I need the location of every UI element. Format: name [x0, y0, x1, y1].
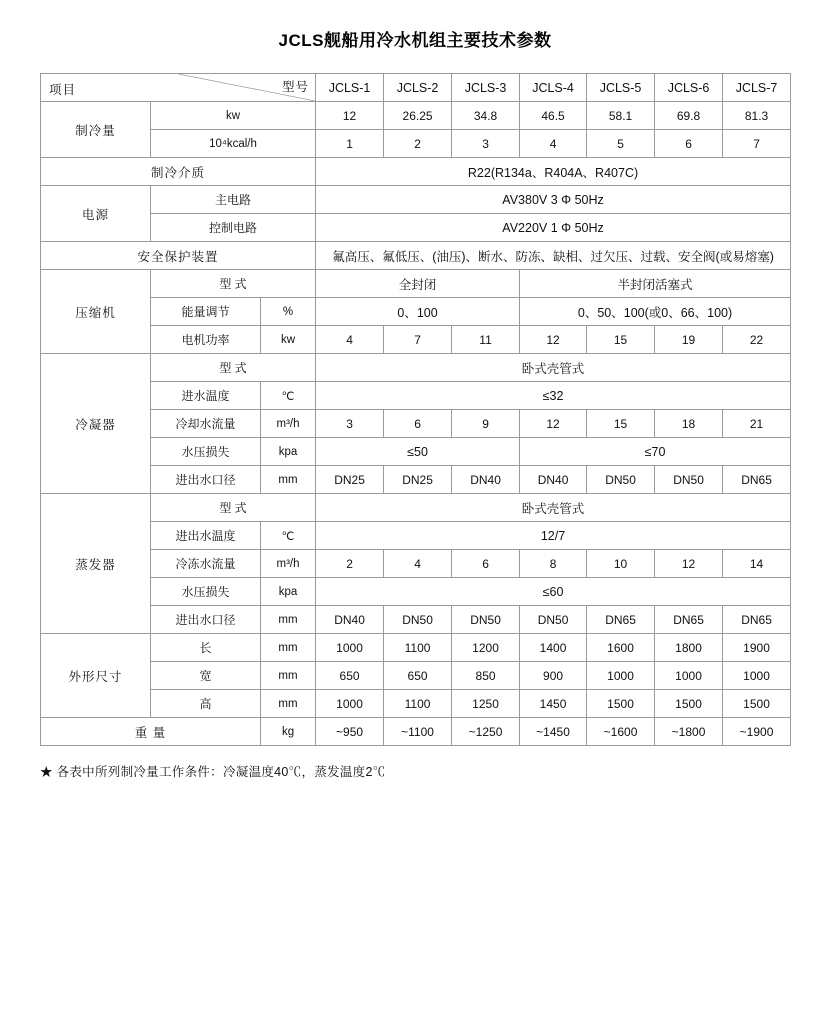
table-row: [41, 410, 791, 438]
cell-motor-power-5: 15: [587, 326, 655, 354]
cell-motor-power-1: 4: [316, 326, 384, 354]
group-label-safety: 安全保护装置: [41, 242, 316, 270]
cell-condenser-pipe-6: DN50: [655, 466, 723, 494]
cell-width-1: 650: [316, 662, 384, 690]
table-row: [41, 466, 791, 494]
cell-main-circuit-value: AV380V 3 Φ 50Hz: [316, 186, 791, 214]
cell-compressor-type-b: 半封闭活塞式: [520, 270, 791, 298]
cell-capacity-control-a: 0、100: [316, 298, 520, 326]
cell-evaporator-pipe-2: DN50: [384, 606, 452, 634]
cell-length-2: 1100: [384, 634, 452, 662]
cell-evaporator-pressure-loss: ≤60: [316, 578, 791, 606]
table-row: [41, 494, 791, 522]
unit-evaporator-water-temp: ℃: [261, 522, 316, 550]
model-header-6: JCLS-6: [655, 74, 723, 102]
unit-chilled-water-flow: m³/h: [261, 550, 316, 578]
cell-cooling-water-flow-7: 21: [723, 410, 791, 438]
row-label-chilled-water-flow: 冷冻水流量: [151, 550, 261, 578]
cell-cooling-kw-6: 69.8: [655, 102, 723, 130]
row-label-capacity-control: 能量调节: [151, 298, 261, 326]
cell-condenser-type: 卧式壳管式: [316, 354, 791, 382]
row-label-condenser-type: 型 式: [151, 354, 316, 382]
cell-condenser-pipe-2: DN25: [384, 466, 452, 494]
page-title: JCLS舰船用冷水机组主要技术参数: [278, 31, 552, 50]
model-header-7: JCLS-7: [723, 74, 791, 102]
cell-weight-2: ~1100: [384, 718, 452, 746]
cell-chilled-water-flow-4: 8: [520, 550, 587, 578]
cell-motor-power-3: 11: [452, 326, 520, 354]
cell-cooling-water-flow-3: 9: [452, 410, 520, 438]
table-row: [41, 438, 791, 466]
cell-height-4: 1450: [520, 690, 587, 718]
cell-cooling-water-flow-1: 3: [316, 410, 384, 438]
cell-chilled-water-flow-6: 12: [655, 550, 723, 578]
unit-weight: kg: [261, 718, 316, 746]
cell-cooling-water-flow-4: 12: [520, 410, 587, 438]
cell-width-7: 1000: [723, 662, 791, 690]
cell-height-3: 1250: [452, 690, 520, 718]
model-header-2: JCLS-2: [384, 74, 452, 102]
cell-weight-7: ~1900: [723, 718, 791, 746]
table-row: [41, 158, 791, 186]
cell-chilled-water-flow-2: 4: [384, 550, 452, 578]
cell-motor-power-4: 12: [520, 326, 587, 354]
cell-compressor-type-a: 全封闭: [316, 270, 520, 298]
cell-cooling-kw-5: 58.1: [587, 102, 655, 130]
cell-height-2: 1100: [384, 690, 452, 718]
cell-evaporator-pipe-6: DN65: [655, 606, 723, 634]
model-header-4: JCLS-4: [520, 74, 587, 102]
table-row: [41, 634, 791, 662]
cell-weight-3: ~1250: [452, 718, 520, 746]
cell-cooling-kcal-6: 6: [655, 130, 723, 158]
cell-cooling-kcal-5: 5: [587, 130, 655, 158]
table-row: [41, 270, 791, 298]
table-row: [41, 718, 791, 746]
corner-cell: [41, 74, 316, 102]
unit-evaporator-pressure-loss: kpa: [261, 578, 316, 606]
cell-width-6: 1000: [655, 662, 723, 690]
cell-condenser-pipe-5: DN50: [587, 466, 655, 494]
table-row: [41, 214, 791, 242]
group-label-weight: 重 量: [41, 718, 261, 746]
cell-cooling-water-flow-5: 15: [587, 410, 655, 438]
cell-chilled-water-flow-1: 2: [316, 550, 384, 578]
cell-safety-value: 氟高压、氟低压、(油压)、断水、防冻、缺相、过欠压、过载、安全阀(或易熔塞): [316, 242, 791, 270]
row-label-condenser-pipe-diameter: 进出水口径: [151, 466, 261, 494]
cell-chilled-water-flow-5: 10: [587, 550, 655, 578]
table-row: [41, 354, 791, 382]
row-label-compressor-type: 型 式: [151, 270, 316, 298]
diagonal-line-icon: [41, 74, 315, 101]
table-row: [41, 326, 791, 354]
row-label-control-circuit: 控制电路: [151, 214, 316, 242]
cell-chilled-water-flow-7: 14: [723, 550, 791, 578]
unit-cooling-water-flow: m³/h: [261, 410, 316, 438]
cell-cooling-kw-3: 34.8: [452, 102, 520, 130]
cell-condenser-pipe-3: DN40: [452, 466, 520, 494]
row-label-evaporator-water-temp: 进出水温度: [151, 522, 261, 550]
cell-cooling-kcal-1: 1: [316, 130, 384, 158]
group-label-cooling-capacity: 制冷量: [41, 102, 151, 158]
unit-condenser-inlet-temp: ℃: [261, 382, 316, 410]
cell-width-4: 900: [520, 662, 587, 690]
corner-row-label: 项目: [49, 83, 77, 97]
table-row: [41, 186, 791, 214]
cell-cooling-water-flow-6: 18: [655, 410, 723, 438]
row-label-width: 宽: [151, 662, 261, 690]
cell-length-6: 1800: [655, 634, 723, 662]
model-header-1: JCLS-1: [316, 74, 384, 102]
unit-length: mm: [261, 634, 316, 662]
specification-table: [40, 73, 791, 746]
cell-chilled-water-flow-3: 6: [452, 550, 520, 578]
cell-condenser-inlet-temp: ≤32: [316, 382, 791, 410]
row-label-condenser-inlet-temp: 进水温度: [151, 382, 261, 410]
unit-condenser-pressure-loss: kpa: [261, 438, 316, 466]
cell-condenser-pressure-loss-b: ≤70: [520, 438, 791, 466]
row-label-length: 长: [151, 634, 261, 662]
cell-height-6: 1500: [655, 690, 723, 718]
row-label-evaporator-pipe-diameter: 进出水口径: [151, 606, 261, 634]
cell-cooling-water-flow-2: 6: [384, 410, 452, 438]
cell-weight-5: ~1600: [587, 718, 655, 746]
cell-condenser-pipe-4: DN40: [520, 466, 587, 494]
cell-weight-6: ~1800: [655, 718, 723, 746]
cell-motor-power-2: 7: [384, 326, 452, 354]
table-row: [41, 550, 791, 578]
group-label-evaporator: 蒸发器: [41, 494, 151, 634]
cell-weight-1: ~950: [316, 718, 384, 746]
cell-cooling-kw-1: 12: [316, 102, 384, 130]
row-label-condenser-pressure-loss: 水压损失: [151, 438, 261, 466]
cell-control-circuit-value: AV220V 1 Φ 50Hz: [316, 214, 791, 242]
cell-condenser-pipe-1: DN25: [316, 466, 384, 494]
table-row: [41, 578, 791, 606]
table-row: [41, 606, 791, 634]
table-header-row: [41, 74, 791, 102]
cell-height-7: 1500: [723, 690, 791, 718]
cell-cooling-kw-7: 81.3: [723, 102, 791, 130]
cell-cooling-kw-4: 46.5: [520, 102, 587, 130]
group-label-dimensions: 外形尺寸: [41, 634, 151, 718]
footnote: ★ 各表中所列制冷量工作条件：冷凝温度40℃，蒸发温度2℃: [40, 765, 386, 779]
cell-cooling-kcal-2: 2: [384, 130, 452, 158]
unit-height: mm: [261, 690, 316, 718]
cell-evaporator-water-temp: 12/7: [316, 522, 791, 550]
table-row: [41, 690, 791, 718]
table-row: [41, 522, 791, 550]
unit-capacity-control: %: [261, 298, 316, 326]
cell-cooling-kcal-7: 7: [723, 130, 791, 158]
table-row: [41, 242, 791, 270]
group-label-condenser: 冷凝器: [41, 354, 151, 494]
row-label-main-circuit: 主电路: [151, 186, 316, 214]
row-label-evaporator-pressure-loss: 水压损失: [151, 578, 261, 606]
table-row: [41, 102, 791, 130]
group-label-refrigerant: 制冷介质: [41, 158, 316, 186]
cell-motor-power-6: 19: [655, 326, 723, 354]
cell-evaporator-pipe-4: DN50: [520, 606, 587, 634]
cell-condenser-pressure-loss-a: ≤50: [316, 438, 520, 466]
unit-cooling-kcal: 10⁴kcal/h: [151, 130, 316, 158]
cell-length-5: 1600: [587, 634, 655, 662]
cell-evaporator-pipe-1: DN40: [316, 606, 384, 634]
cell-condenser-pipe-7: DN65: [723, 466, 791, 494]
model-header-3: JCLS-3: [452, 74, 520, 102]
group-label-power: 电源: [41, 186, 151, 242]
group-label-compressor: 压缩机: [41, 270, 151, 354]
unit-evaporator-pipe-diameter: mm: [261, 606, 316, 634]
cell-evaporator-pipe-3: DN50: [452, 606, 520, 634]
cell-length-4: 1400: [520, 634, 587, 662]
cell-width-5: 1000: [587, 662, 655, 690]
cell-height-1: 1000: [316, 690, 384, 718]
row-label-motor-power: 电机功率: [151, 326, 261, 354]
cell-weight-4: ~1450: [520, 718, 587, 746]
cell-evaporator-pipe-5: DN65: [587, 606, 655, 634]
cell-length-7: 1900: [723, 634, 791, 662]
unit-motor-power: kw: [261, 326, 316, 354]
unit-cooling-kw: kw: [151, 102, 316, 130]
table-row: [41, 382, 791, 410]
row-label-evaporator-type: 型 式: [151, 494, 316, 522]
unit-width: mm: [261, 662, 316, 690]
cell-width-3: 850: [452, 662, 520, 690]
cell-cooling-kcal-3: 3: [452, 130, 520, 158]
cell-evaporator-type: 卧式壳管式: [316, 494, 791, 522]
cell-motor-power-7: 22: [723, 326, 791, 354]
table-row: [41, 298, 791, 326]
cell-width-2: 650: [384, 662, 452, 690]
cell-height-5: 1500: [587, 690, 655, 718]
unit-condenser-pipe-diameter: mm: [261, 466, 316, 494]
row-label-cooling-water-flow: 冷却水流量: [151, 410, 261, 438]
corner-col-label: 型号: [282, 80, 310, 94]
row-label-height: 高: [151, 690, 261, 718]
cell-evaporator-pipe-7: DN65: [723, 606, 791, 634]
table-row: [41, 130, 791, 158]
cell-cooling-kw-2: 26.25: [384, 102, 452, 130]
cell-capacity-control-b: 0、50、100(或0、66、100): [520, 298, 791, 326]
cell-length-1: 1000: [316, 634, 384, 662]
cell-cooling-kcal-4: 4: [520, 130, 587, 158]
cell-refrigerant-value: R22(R134a、R404A、R407C): [316, 158, 791, 186]
cell-length-3: 1200: [452, 634, 520, 662]
model-header-5: JCLS-5: [587, 74, 655, 102]
table-row: [41, 662, 791, 690]
